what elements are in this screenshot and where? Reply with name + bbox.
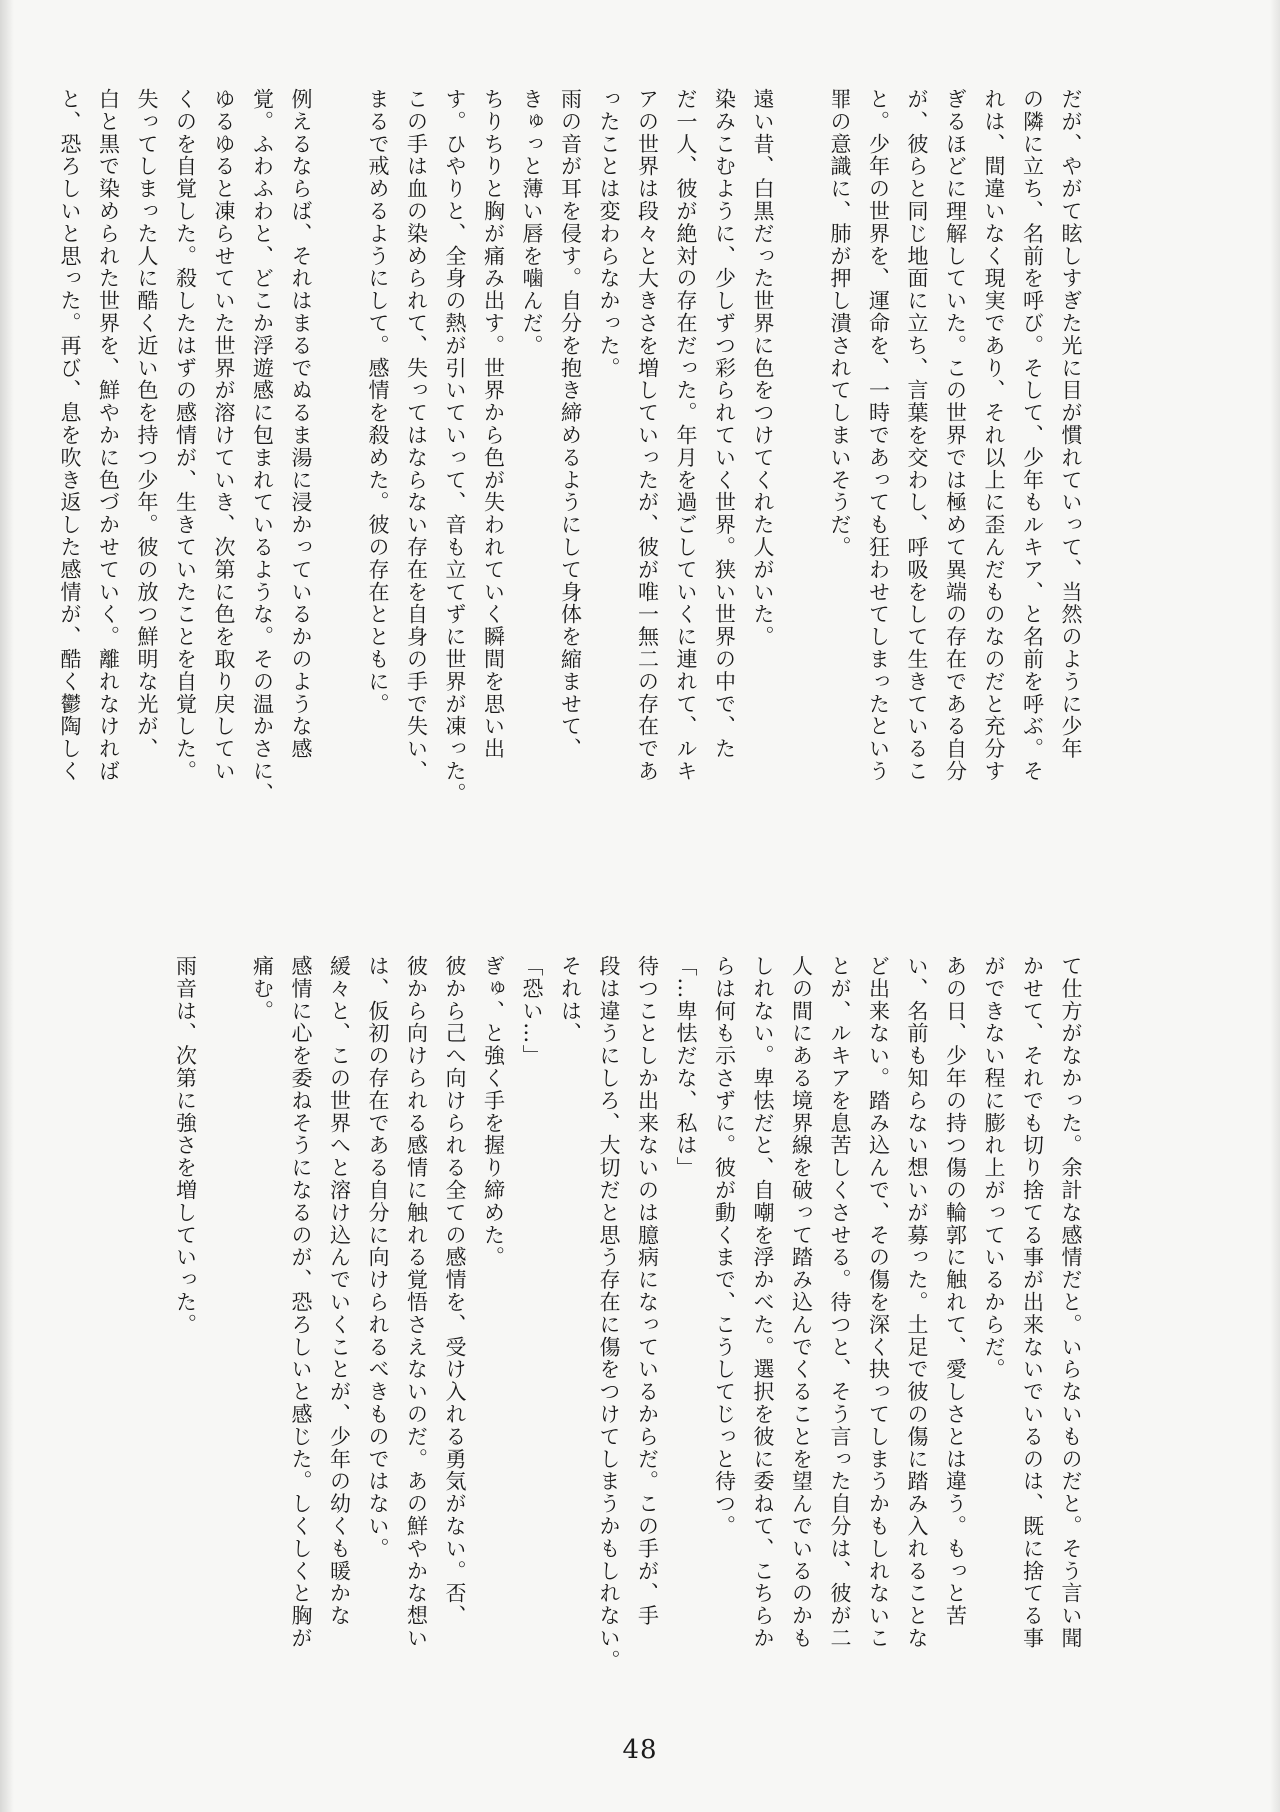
text-line: 遠い昔、白黒だった世界に色をつけてくれた人がいた。 xyxy=(751,88,775,648)
text-line: 白と黒で染められた世界を、鮮やかに色づかせていく。離れなければ xyxy=(96,88,121,783)
text-line: す。ひやりと、全身の熱が引いていって、音も立てずに世界が凍った。 xyxy=(443,88,467,805)
text-line: だが、やがて眩しすぎた光に目が慣れていって、当然のように少年 xyxy=(1059,88,1083,760)
page-edge xyxy=(1270,0,1280,1812)
text-line: まるで戒めるようにして。感情を殺めた。彼の存在とともに。 xyxy=(366,88,390,716)
text-line: 緩々と、この世界へと溶け込んでいくことが、少年の幼くも暖かな xyxy=(327,955,352,1627)
text-line: この手は血の染められて、失ってはならない存在を自身の手で失い、 xyxy=(404,88,429,783)
text-line: 例えるならば、それはまるでぬるま湯に浸かっているかのような感 xyxy=(289,88,313,760)
text-line: とが、ルキアを息苦しくさせる。待つと、そう言った自分は、彼が二 xyxy=(828,955,852,1650)
text-line: 感情に心を委ねそうになるのが、恐ろしいと感じた。しくしくと胸が xyxy=(289,955,313,1650)
text-line: ゆるゆると凍らせていた世界が溶けていき、次第に色を取り戻してい xyxy=(212,88,236,783)
text-line: 染みこむように、少しずつ彩られていく世界。狭い世界の中で、た xyxy=(712,88,737,760)
text-line: かせて、それでも切り捨てる事が出来ないでいるのは、既に捨てる事 xyxy=(1020,955,1045,1650)
text-line: らは何も示さずに。彼が動くまで、こうしてじっと待つ。 xyxy=(712,955,737,1538)
text-line: 「…卑怯だな、私は」 xyxy=(674,955,698,1179)
text-line: 段は違うにしろ、大切だと思う存在に傷をつけてしまうかもしれない。 xyxy=(597,955,621,1672)
text-line: 雨音は、次第に強さを増していった。 xyxy=(173,955,198,1336)
text-line: と。少年の世界を、運命を、一時であっても狂わせてしまったという xyxy=(866,88,891,783)
text-line: 待つことしか出来ないのは臆病になっているからだ。この手が、手 xyxy=(635,955,660,1627)
text-line xyxy=(782,88,821,828)
text-line: 彼から己へ向けられる全ての感情を、受け入れる勇気がない。否、 xyxy=(443,955,467,1627)
text-line: 「恐い…」 xyxy=(520,955,544,1067)
text-line: だ一人、彼が絶対の存在だった。年月を過ごしていくに連れて、ルキ xyxy=(674,88,698,783)
text-line: れは、間違いなく現実であり、それ以上に歪んだものなのだと充分す xyxy=(982,88,1006,783)
text-line: あの日、少年の持つ傷の輪郭に触れて、愛しさとは違う。もっと苦 xyxy=(943,955,968,1627)
text-line: 彼から向けられる感情に触れる覚悟さえないのだ。あの鮮やかな想い xyxy=(404,955,429,1650)
text-line: の隣に立ち、名前を呼び。そして、少年もルキア、と名前を呼ぶ。そ xyxy=(1020,88,1045,783)
text-line: それは、 xyxy=(558,955,583,1045)
text-line: 覚。ふわふわと、どこか浮遊感に包まれているような。その温かさに、 xyxy=(250,88,275,805)
text-line: 失ってしまった人に酷く近い色を持つ少年。彼の放つ鮮明な光が、 xyxy=(135,88,159,760)
text-line: と、恐ろしいと思った。再び、息を吹き返した感情が、酷く鬱陶しく xyxy=(58,88,82,783)
text-line: くのを自覚した。殺したはずの感情が、生きていたことを自覚した。 xyxy=(173,88,198,783)
text-line: い、名前も知らない想いが募った。土足で彼の傷に踏み入れることな xyxy=(905,955,929,1650)
text-line: て仕方がなかった。余計な感情だと。いらないものだと。そう言い聞 xyxy=(1059,955,1083,1650)
text-line: 痛む。 xyxy=(250,955,275,1023)
text-line: 罪の意識に、肺が押し潰されてしまいそうだ。 xyxy=(828,88,852,559)
text-line: ちりちりと胸が痛み出す。世界から色が失われていく瞬間を思い出 xyxy=(481,88,506,760)
text-line: ったことは変わらなかった。 xyxy=(597,88,621,380)
text-line: 人の間にある境界線を破って踏み込んでくることを望んでいるのかも xyxy=(789,955,814,1650)
text-line: 雨の音が耳を侵す。自分を抱き締めるようにして身体を縮ませて、 xyxy=(558,88,583,760)
upper-text-block xyxy=(58,88,1090,828)
text-line: ができない程に膨れ上がっているからだ。 xyxy=(982,955,1006,1381)
text-line: しれない。卑怯だと、自嘲を浮かべた。選択を彼に委ねて、こちらか xyxy=(751,955,775,1650)
text-line: は、仮初の存在である自分に向けられるべきものではない。 xyxy=(366,955,390,1560)
text-line: ぎるほどに理解していた。この世界では極めて異端の存在である自分 xyxy=(943,88,968,783)
text-line xyxy=(205,955,244,1615)
text-line: きゅっと薄い唇を噛んだ。 xyxy=(520,88,544,357)
text-line: ぎゅ、と強く手を握り締めた。 xyxy=(481,955,506,1269)
text-line: ど出来ない。踏み込んで、その傷を深く抉ってしまうかもしれないこ xyxy=(866,955,891,1650)
page-number: 48 xyxy=(622,1735,658,1765)
text-line: が、彼らと同じ地面に立ち、言葉を交わし、呼吸をして生きているこ xyxy=(905,88,929,783)
text-line: アの世界は段々と大きさを増していったが、彼が唯一無二の存在であ xyxy=(635,88,660,783)
lower-text-block xyxy=(130,955,1090,1672)
text-line xyxy=(320,88,359,828)
page-gutter-shadow xyxy=(0,0,14,1812)
